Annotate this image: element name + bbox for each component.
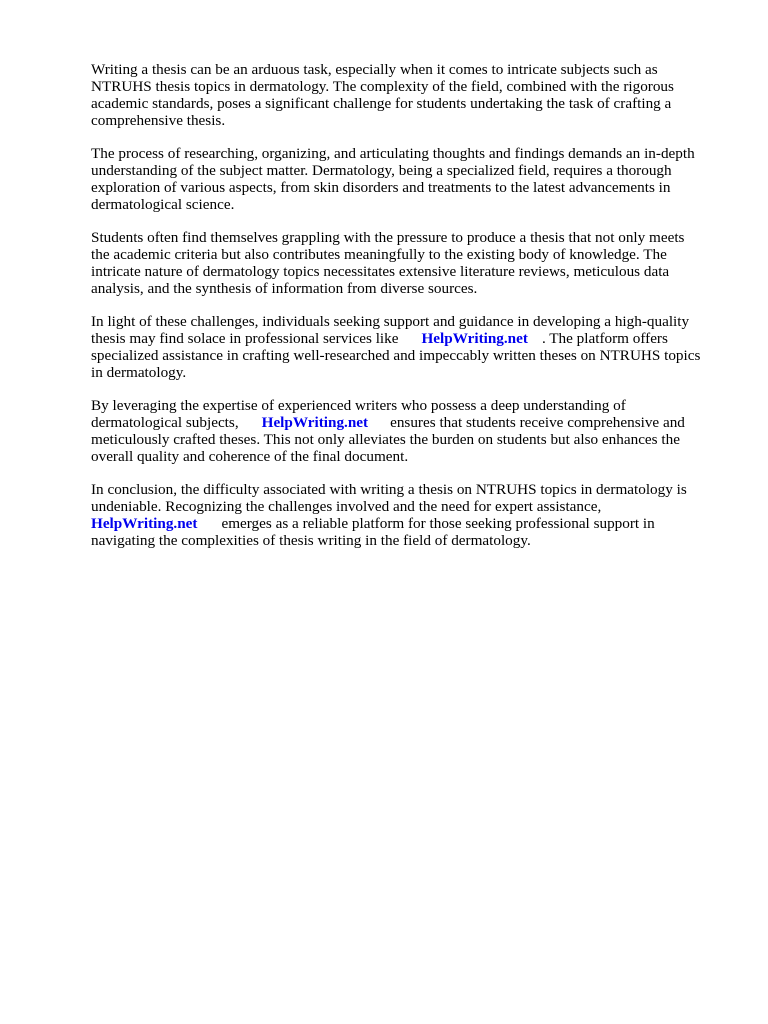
paragraph-line: The process of researching, organizing, and articulating thoughts and findings demands an in-depth — [91, 145, 695, 162]
paragraph-line: NTRUHS thesis topics in dermatology. The complexity of the field, combined with the rigorous — [91, 78, 674, 95]
intro-paragraph — [91, 61, 731, 129]
paragraph-line: understanding of the subject matter. Dermatology, being a specialized field, requires a thorough — [91, 162, 672, 179]
paragraph-line — [91, 414, 731, 431]
paragraph-line: the academic criteria but also contributes meaningfully to the existing body of knowledge. The — [91, 246, 667, 263]
paragraph-line: meticulously crafted theses. This not only alleviates the burden on students but also enhances the — [91, 431, 680, 448]
paragraph-line: academic standards, poses a significant challenge for students undertaking the task of crafting a — [91, 95, 672, 112]
paragraph-line: By leveraging the expertise of experienced writers who possess a deep understanding of — [91, 397, 626, 414]
paragraph-line: intricate nature of dermatology topics necessitates extensive literature reviews, meticulous data — [91, 263, 670, 280]
paragraph-line: In light of these challenges, individuals seeking support and guidance in developing a high-quality — [91, 313, 690, 330]
line-text: dermatological subjects, — [91, 414, 239, 431]
paragraph-line: overall quality and coherence of the final document. — [91, 448, 409, 465]
line-text: ensures that students receive comprehensive and — [390, 414, 685, 431]
paragraph-line: dermatological science. — [91, 196, 235, 213]
paragraph-line: Students often find themselves grappling with the pressure to produce a thesis that not only meets — [91, 229, 685, 246]
line-text: thesis may find solace in professional services like — [91, 330, 399, 347]
research-process-paragraph — [91, 145, 731, 213]
paragraph-line: comprehensive thesis. — [91, 112, 226, 129]
student-pressure-paragraph — [91, 229, 731, 297]
helpwriting-link[interactable]: HelpWriting.net — [421, 330, 528, 347]
document-page — [91, 61, 731, 565]
paragraph-line: specialized assistance in crafting well-researched and impeccably written theses on NTRUHS topics — [91, 347, 701, 364]
conclusion-paragraph — [91, 481, 731, 549]
paragraph-line: exploration of various aspects, from skin disorders and treatments to the latest advancements in — [91, 179, 671, 196]
paragraph-line — [91, 330, 731, 347]
helpwriting-link[interactable]: HelpWriting.net — [91, 515, 198, 532]
paragraph-line: in dermatology. — [91, 364, 187, 381]
line-text: emerges as a reliable platform for those seeking professional support in — [221, 515, 655, 532]
paragraph-line: navigating the complexities of thesis writing in the field of dermatology. — [91, 532, 531, 549]
paragraph-line: undeniable. Recognizing the challenges involved and the need for expert assistance, — [91, 498, 602, 515]
expertise-paragraph — [91, 397, 731, 465]
services-paragraph — [91, 313, 731, 381]
paragraph-line: Writing a thesis can be an arduous task, especially when it comes to intricate subjects such as — [91, 61, 658, 78]
paragraph-line — [91, 515, 731, 532]
line-text: . The platform offers — [541, 330, 668, 347]
paragraph-line: In conclusion, the difficulty associated with writing a thesis on NTRUHS topics in dermatology is — [91, 481, 687, 498]
helpwriting-link[interactable]: HelpWriting.net — [261, 414, 369, 431]
paragraph-line: analysis, and the synthesis of information from diverse sources. — [91, 280, 478, 297]
